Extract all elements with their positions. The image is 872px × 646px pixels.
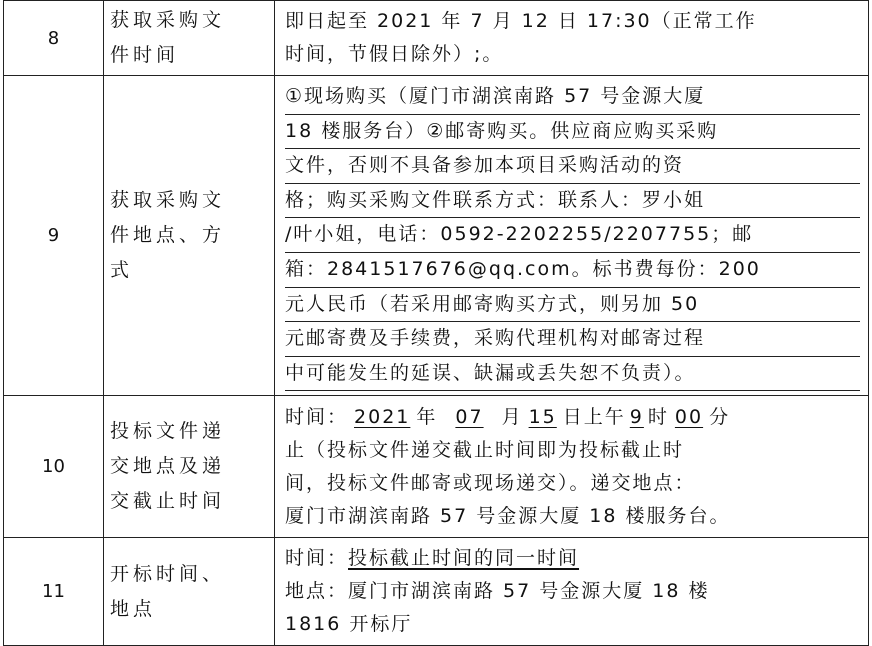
row-label xyxy=(104,1,275,76)
content-line: 文件，否则不具备参加本项目采购活动的资 xyxy=(285,149,860,184)
time-value: 投标截止时间的同一时间 xyxy=(348,547,580,570)
row-number: 8 xyxy=(4,1,104,76)
content-line: 中可能发生的延误、缺漏或丢失恕不负责）。 xyxy=(285,357,860,392)
label-line: 式 xyxy=(110,259,134,282)
label-line: 开标时间、 xyxy=(110,562,226,585)
table-row xyxy=(4,396,869,538)
label-line: 获取采购文 xyxy=(110,189,226,212)
label-line: 交地点及递 xyxy=(110,455,226,478)
time-prefix: 时间： xyxy=(285,405,349,428)
content-line: 1816 开标厅 xyxy=(285,613,413,636)
year-unit: 年 xyxy=(416,405,438,428)
content-line: 即日起至 2021 年 7 月 12 日 17:30（正常工作 xyxy=(285,10,757,32)
row-label xyxy=(104,538,275,646)
month-unit: 月 xyxy=(501,405,523,428)
row-content xyxy=(275,76,869,396)
content-line: 地点：厦门市湖滨南路 57 号金源大厦 18 楼 xyxy=(285,580,710,603)
content-line: ①现场购买（厦门市湖滨南路 57 号金源大厦 xyxy=(285,80,860,115)
row-content xyxy=(275,538,869,646)
minute-unit: 分 xyxy=(709,405,731,428)
content-line: 间，投标文件邮寄或现场递交）。递交地点： xyxy=(285,471,696,494)
day-value: 15 xyxy=(528,405,557,428)
table-row xyxy=(4,76,869,396)
content-line: 止（投标文件递交截止时间即为投标截止时 xyxy=(285,438,685,461)
row-number: 11 xyxy=(4,538,104,646)
year-value: 2021 xyxy=(354,405,411,428)
minute-value: 00 xyxy=(674,405,704,428)
row-content xyxy=(275,396,869,538)
hour-unit: 时 xyxy=(647,405,669,428)
content-line: 时间，节假日除外）;。 xyxy=(285,43,504,65)
table-row xyxy=(4,1,869,76)
hour-value: 9 xyxy=(629,405,644,428)
content-line: 18 楼服务台）②邮寄购买。供应商应购买采购 xyxy=(285,115,860,150)
content-line: /叶小姐，电话：0592-2202255/2207755；邮 xyxy=(285,218,860,253)
content-line: 厦门市湖滨南路 57 号金源大厦 18 楼服务台。 xyxy=(285,504,731,527)
content-line: 箱：2841517676@qq.com。标书费每份：200 xyxy=(285,253,860,288)
label-line: 交截止时间 xyxy=(110,490,226,513)
label-line: 获取采购文 xyxy=(110,9,226,31)
row-label xyxy=(104,76,275,396)
row-number: 10 xyxy=(4,396,104,538)
content-line: 格；购买采购文件联系方式：联系人：罗小姐 xyxy=(285,184,860,219)
label-line: 地点 xyxy=(110,597,157,620)
content-line: 元邮寄费及手续费，采购代理机构对邮寄过程 xyxy=(285,322,860,357)
table-row xyxy=(4,538,869,646)
label-line: 件时间 xyxy=(110,44,180,66)
label-line: 投标文件递 xyxy=(110,420,226,443)
time-prefix: 时间： xyxy=(285,547,349,570)
submission-time-line xyxy=(285,401,860,434)
procurement-info-table xyxy=(3,0,869,646)
month-value: 07 xyxy=(455,405,484,428)
content-line: 元人民币（若采用邮寄购买方式，则另加 50 xyxy=(285,288,860,323)
day-unit: 日上午 xyxy=(562,405,626,428)
label-line: 件地点、方 xyxy=(110,224,226,247)
row-label xyxy=(104,396,275,538)
row-content xyxy=(275,1,869,76)
opening-time-line xyxy=(285,542,860,575)
row-number: 9 xyxy=(4,76,104,396)
